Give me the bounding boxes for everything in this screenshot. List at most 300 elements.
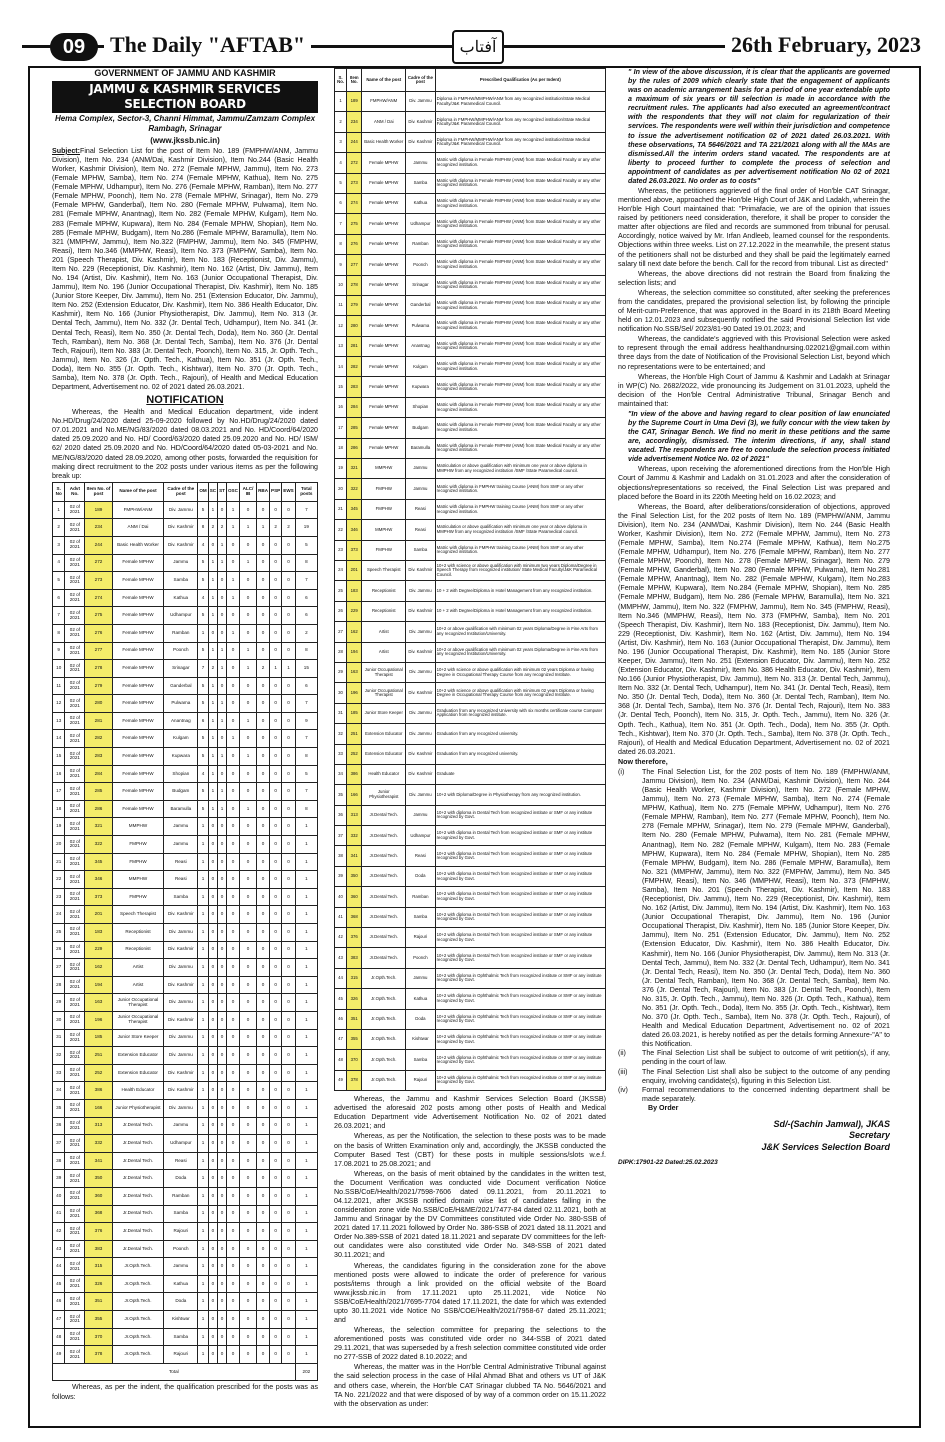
table-cell: 17	[53, 783, 65, 801]
table-cell: 0	[226, 765, 239, 783]
table-cell: 0	[226, 1170, 239, 1188]
table-cell: 244	[347, 132, 362, 152]
table-row	[335, 316, 606, 336]
table-cell: 279	[347, 295, 362, 315]
table-cell: 02 of 2021	[65, 818, 85, 836]
table-cell: 275	[347, 214, 362, 234]
table-cell: Kathua	[406, 193, 435, 213]
table-cell: 251	[347, 724, 362, 744]
table-row	[53, 572, 318, 590]
table-cell: 10+2 with diploma in Dental Tech from recognized institute or SMF or any institute recognized by Govt.	[435, 928, 605, 948]
table-row	[53, 1117, 318, 1135]
table-cell: 360	[347, 887, 362, 907]
table-cell: 0	[218, 959, 227, 977]
table-cell: 02 of 2021	[65, 1135, 85, 1153]
table-row	[53, 1346, 318, 1364]
table-cell: 1	[198, 924, 208, 942]
table-cell: 0	[226, 1346, 239, 1364]
table-row	[335, 1050, 606, 1070]
table-cell: 0	[226, 1223, 239, 1241]
table-row	[335, 1009, 606, 1029]
table-cell: 321	[85, 818, 112, 836]
table-cell: 376	[347, 928, 362, 948]
table-cell: 196	[85, 1011, 112, 1029]
table-cell: 0	[208, 818, 217, 836]
table-cell: 273	[85, 572, 112, 590]
table-cell: 0	[239, 1275, 256, 1293]
table-cell: MMPHW	[112, 818, 164, 836]
table-cell: 8	[295, 554, 317, 572]
table-cell: 0	[226, 1082, 239, 1100]
table-cell: 17	[335, 418, 347, 438]
table-row	[335, 173, 606, 193]
table-cell: 0	[208, 624, 217, 642]
table-cell: 0	[226, 660, 239, 678]
table-cell: Jr.Opth.Tech.	[112, 1328, 164, 1346]
table-cell: 0	[226, 1205, 239, 1223]
column-header: Item No. of post	[85, 482, 112, 501]
table-cell: Female MPHW	[112, 765, 164, 783]
table-cell: 0	[282, 1064, 295, 1082]
table-cell: 39	[53, 1170, 65, 1188]
table-cell: 8	[295, 800, 317, 818]
table-cell: 34	[53, 1082, 65, 1100]
table-cell: 0	[282, 765, 295, 783]
table-cell: 0	[282, 1135, 295, 1153]
table-cell: Female MPHW	[362, 316, 406, 336]
table-cell: 5	[198, 554, 208, 572]
table-row	[335, 622, 606, 642]
table-row	[335, 193, 606, 213]
table-cell: 0	[282, 624, 295, 642]
table-cell: Graduation from any recognized University with six months certificate course Computer Application from recognized institute.	[435, 703, 605, 723]
table-cell: 02 of 2021	[65, 800, 85, 818]
table-cell: 0	[226, 818, 239, 836]
table-cell: Doda	[164, 1293, 198, 1311]
table-cell: 166	[347, 785, 362, 805]
table-row	[53, 642, 318, 660]
table-cell: 32	[53, 1047, 65, 1065]
board-website: (www.jkssb.nic.in)	[150, 135, 220, 145]
table-cell: 0	[270, 765, 282, 783]
table-cell: 5	[198, 572, 208, 590]
newspaper-name: The Daily "AFTAB"	[104, 32, 311, 58]
table-cell: 1	[295, 941, 317, 959]
table-cell: Diploma in FMPHW/MMPHW/ANM from any recognized institution/State Medical Faculty/J&K Paramedical Council.	[435, 92, 605, 112]
table-cell: 0	[270, 836, 282, 854]
table-cell: 0	[226, 1275, 239, 1293]
table-cell: 1	[257, 519, 270, 537]
table-cell: 02 of 2021	[65, 536, 85, 554]
table-cell: Female MPHW	[362, 234, 406, 254]
table-cell: 0	[257, 536, 270, 554]
table-cell: 0	[270, 1328, 282, 1346]
table-cell: 0	[257, 589, 270, 607]
table-cell: 6	[295, 607, 317, 625]
table-cell: 1	[208, 783, 217, 801]
table-cell: Samba	[406, 540, 435, 560]
table-cell: 0	[257, 572, 270, 590]
table-cell: 0	[282, 536, 295, 554]
table-cell: Div. Jammu	[406, 724, 435, 744]
table-cell: 0	[270, 642, 282, 660]
table-cell: 332	[347, 826, 362, 846]
high-court-quote: "In view of the above and having regard to clear position of law enunciated by the Supreme Court in Uma Devi (3), we fully concur with the view taken by the CAT, Srinagar Bench. We find no merit in these petitions and the same are, accordingly, dismissed. The interim directions, if any, shall stand vacated. The respondents are free to conclude the selection process initiated vide advertisement Notice No. 02 of 2021"	[628, 409, 890, 464]
table-cell: 43	[335, 948, 347, 968]
table-cell: 37	[335, 826, 347, 846]
table-row	[53, 1064, 318, 1082]
table-cell: 0	[257, 1152, 270, 1170]
table-cell: 0	[282, 677, 295, 695]
table-cell: 40	[53, 1187, 65, 1205]
table-cell: 0	[226, 836, 239, 854]
table-cell: 355	[85, 1311, 112, 1329]
table-cell: 0	[218, 1099, 227, 1117]
table-cell: 5	[198, 748, 208, 766]
table-cell: 1	[208, 642, 217, 660]
table-row	[335, 153, 606, 173]
cat-order-quote: " In view of the above discussion, it is clear that the applicants are governed by the rules of 2009 which clearly state that the engagement of applicants was on academic arrangement basis for a period of one year extendable upto a maximum of six years or till selection is made in accordance with the recruitment rules. The applicants had also executed an agreement/contract with the respondents that they will not claim for regularization of their services. The respondents were well within their jurisdiction and competence to issue the advertisement notification 02 of 2021 dated 26.03.2021. With these observations, TA 5646/2021 and TA 221/2021 along with all the MAs are dismissed.All the interim orders stand vacated. The respondents are at liberty to proceed further to complete the process of selection and appointment of candidates as per advertisement notification No 02 of 2021 dated 26.03.2021. No order as to costs"	[628, 68, 890, 185]
table-cell: 0	[257, 642, 270, 660]
table-cell: Jammu	[164, 1258, 198, 1276]
table-cell: 0	[226, 1135, 239, 1153]
table-cell: 0	[239, 888, 256, 906]
table-cell: 0	[239, 1205, 256, 1223]
table-cell: 10+2 with diploma in Dental Tech from recognized institute or SMF or any institute recognized by Govt.	[435, 907, 605, 927]
table-cell: 02 of 2021	[65, 836, 85, 854]
table-cell: 0	[239, 941, 256, 959]
table-cell: 1	[295, 976, 317, 994]
table-cell: 0	[257, 994, 270, 1012]
table-cell: 0	[257, 1082, 270, 1100]
table-cell: Rajouri	[164, 1346, 198, 1364]
table-cell: Jr.Dental Tech.	[362, 846, 406, 866]
table-cell: Samba	[164, 572, 198, 590]
table-cell: 1	[295, 1064, 317, 1082]
table-cell: Jr.Dental Tech.	[112, 1205, 164, 1223]
whereas-paragraph: Whereas, on the basis of merit obtained by the candidates in the written test, the Document Verification was conducted vide Document verification Notice No.SSB/CoE/Health/2021/7598-7606 dated 09.11.2021, from 20.11.2021 to 04.12.2021, after JKSSB notified domain wise list of candidates falling in the consideration zone vide No.SSB/CoE/H&ME/2021/7477-84 dated 02.11.2021, both at Jammu and Srinagar by the DV Committees constituted vide Order No. 380-SSB of 2021 dated 17.11.2021 followed by Order No. 386-SSB of 2021 dated 18.11.2021 and Order No.389-SSB of 2021 dated 18.11.2021 and separate DV committees for the left-out candidates were also constituted vide Order No. 348-SSB of 2021 dated 30.11.2021; and	[334, 1169, 606, 1260]
table-row	[53, 712, 318, 730]
signature-block	[618, 1119, 890, 1154]
table-cell: 10+2 with diploma in Ophthalmic Tech from recognized institute or SMF or any institute recognized by Govt.	[435, 1070, 605, 1090]
table-cell: 0	[239, 1117, 256, 1135]
table-cell: 12	[335, 316, 347, 336]
table-cell: 0	[218, 1346, 227, 1364]
table-cell: 278	[347, 275, 362, 295]
table-cell: Female MPHW	[362, 255, 406, 275]
table-row	[53, 1205, 318, 1223]
table-cell: 0	[282, 1205, 295, 1223]
table-cell: 1	[295, 1135, 317, 1153]
table-cell: 02 of 2021	[65, 906, 85, 924]
table-cell: 326	[347, 989, 362, 1009]
table-cell: 285	[347, 418, 362, 438]
table-cell: 1	[208, 765, 217, 783]
table-cell: Artist	[112, 959, 164, 977]
table-cell: 0	[257, 924, 270, 942]
table-cell: 346	[347, 520, 362, 540]
subject-label: Subject:	[52, 146, 80, 155]
whereas-paragraph: Whereas, the matter was in the Hon'ble Central Administrative Tribunal against the said selection process in the case of Hilal Ahmad Bhat and others vs UT of J&K and others case, wherein, the Hon'ble CAT Srinagar clubbed TA No. 5646/2021 and TA No. 221/2022 and that were disposed of by way of a common order on 15.11.2022 with the observation as under:	[334, 1363, 606, 1408]
table-cell: 368	[347, 907, 362, 927]
table-row	[335, 275, 606, 295]
table-cell: 183	[85, 924, 112, 942]
table-cell: 0	[257, 607, 270, 625]
table-cell: 02 of 2021	[65, 677, 85, 695]
table-cell: Junior Physiotherapist	[362, 785, 406, 805]
table-cell: 35	[53, 1099, 65, 1117]
table-cell: 5	[198, 783, 208, 801]
table-row	[335, 92, 606, 112]
table-cell: 02 of 2021	[65, 1082, 85, 1100]
table-cell: 0	[257, 677, 270, 695]
table-cell: Junior Occupational Therapist	[112, 1011, 164, 1029]
table-cell: 1	[295, 1346, 317, 1364]
table-cell: 0	[218, 677, 227, 695]
table-cell: 44	[335, 968, 347, 988]
table-cell: 1	[239, 660, 256, 678]
table-cell: 33	[335, 744, 347, 764]
table-cell: Div. Kashmir	[406, 132, 435, 152]
table-cell: 1	[208, 677, 217, 695]
table-cell: 0	[282, 1293, 295, 1311]
table-cell: Div. Kashmir	[406, 112, 435, 132]
table-cell: Female MPHW	[112, 730, 164, 748]
column-header: ALC/ IB	[239, 482, 256, 501]
table-cell: 0	[226, 924, 239, 942]
column-header: Prescribed Qualification (As per Indent)	[435, 69, 605, 92]
table-cell: 0	[208, 976, 217, 994]
table-cell: 1	[295, 1187, 317, 1205]
table-cell: 355	[347, 1029, 362, 1049]
table-cell: 0	[239, 976, 256, 994]
table-row	[53, 1135, 318, 1153]
table-cell: Pulwama	[164, 695, 198, 713]
whereas-paragraph: Whereas, the selection committee so constituted, after seeking the preferences from the candidates, prepared the provisional selection list, by following the principle of Merit-cum-Preference, that was approved in the Board in its 218th Board Meeting held on 12.01.2023 and subsequently notified the said Provisional Selection list vide notification No.SSB/Sel/ 2023/81-90 Dated 19.01.2023; and	[618, 288, 890, 334]
table-cell: 315	[85, 1258, 112, 1276]
table-row	[53, 748, 318, 766]
table-cell: 0	[282, 836, 295, 854]
table-cell: 02 of 2021	[65, 1011, 85, 1029]
table-cell: 0	[270, 888, 282, 906]
table-cell: 5	[198, 677, 208, 695]
table-cell: 282	[85, 730, 112, 748]
table-cell: 31	[335, 703, 347, 723]
table-cell: 0	[208, 871, 217, 889]
table-cell: 1	[208, 800, 217, 818]
whereas-paragraph: Whereas, the petitioners aggrieved of the final order of Hon'ble CAT Srinagar, mentioned above, approached the Hon'ble High Court of J&K and Ladakh, wherein the Hon'ble High Court maintained that: "Primafacie, we are of the opinion that issues raised by petitioners need consideration, therefore, it shall be proper to consider the matter after objections are filed and records are summoned from tribunal for perusal. Accordingly, notice waived by Mr. Irfan Andleeb, learned counsel for the respondents. Objections within three weeks. List on 27.12.2022 in the meanwhile, the present status of the petitioners shall not be disturbed and they shall be paid the legitimately earned salary till next date before the bench. Call for the record from tribunal. List as directed"	[618, 187, 890, 268]
table-cell: 278	[85, 660, 112, 678]
now-therefore: Now therefore,	[618, 757, 668, 766]
table-cell: 35	[335, 785, 347, 805]
table-cell: 1	[198, 1205, 208, 1223]
table-cell: 1	[295, 1223, 317, 1241]
table-cell: ANM / Dai	[112, 519, 164, 537]
table-cell: 0	[257, 501, 270, 519]
table-cell: 21	[335, 499, 347, 519]
table-cell: 0	[218, 1205, 227, 1223]
table-cell: 281	[347, 336, 362, 356]
table-cell: 02 of 2021	[65, 624, 85, 642]
table-cell: 2	[282, 519, 295, 537]
table-cell: 0	[239, 695, 256, 713]
whereas-paragraphs-right	[618, 187, 890, 409]
table-cell: 02 of 2021	[65, 748, 85, 766]
column-header: Total posts	[295, 482, 317, 501]
table-cell: 23	[53, 888, 65, 906]
table-cell: 189	[85, 501, 112, 519]
table-cell: 0	[270, 1029, 282, 1047]
table-row	[335, 438, 606, 458]
table-cell: Poonch	[406, 948, 435, 968]
table-cell: 277	[347, 255, 362, 275]
table-cell: 02 of 2021	[65, 1205, 85, 1223]
table-cell: Matriculation or above qualification with minimum one year or above diploma in MMPHW from any recognized institution /SMF /State Paramedical council.	[435, 459, 605, 479]
table-cell: Budgam	[164, 783, 198, 801]
table-cell: 39	[335, 866, 347, 886]
table-cell: 0	[239, 1047, 256, 1065]
whereas-paragraph: Whereas, upon receiving the aforementioned directions from the Hon'ble High Court of Jammu & Kashmir and Ladakh on 31.01.2023 and after the consideration of objections/representations so received, the Final Selection List was prepared and placed before the Board in its 220th Meeting held on 16.02.2023; and	[618, 465, 890, 501]
table-cell: 02 of 2021	[65, 976, 85, 994]
table-cell: Srinagar	[164, 660, 198, 678]
table-cell: Ramban	[406, 887, 435, 907]
table-cell: 0	[257, 976, 270, 994]
table-cell: 1	[295, 1258, 317, 1276]
table-cell: 1	[198, 624, 208, 642]
table-cell: 0	[239, 1328, 256, 1346]
table-cell: 4	[53, 554, 65, 572]
table-cell: 0	[282, 695, 295, 713]
table-cell: Jammu	[406, 153, 435, 173]
table-cell: 0	[208, 959, 217, 977]
table-cell: 321	[347, 459, 362, 479]
table-cell: 0	[218, 1275, 227, 1293]
table-cell: 1	[226, 519, 239, 537]
table-cell: 4	[198, 589, 208, 607]
table-cell: 1	[295, 994, 317, 1012]
table-cell: Jr.Dental Tech.	[112, 1152, 164, 1170]
table-cell: 0	[282, 959, 295, 977]
table-cell: Div. Kashmir	[406, 683, 435, 703]
table-cell: Div. Jammu	[406, 92, 435, 112]
table-cell: 42	[53, 1223, 65, 1241]
table-cell: 02 of 2021	[65, 660, 85, 678]
table-cell: 0	[239, 677, 256, 695]
table-cell: 1	[198, 1240, 208, 1258]
table-cell: 0	[218, 589, 227, 607]
table-cell: 373	[347, 540, 362, 560]
table-cell: 0	[226, 1047, 239, 1065]
table-cell: 10+2 with Diploma/Degree in Physiotherapy from any recognized institution.	[435, 785, 605, 805]
table-cell: 02 of 2021	[65, 1346, 85, 1364]
table-cell: 0	[218, 1293, 227, 1311]
table-cell: 0	[208, 1011, 217, 1029]
whereas-paragraph: Whereas, as per the Notification, the selection to these posts was to be made on the basis of Written Examination only and, accordingly, the JKSSB conducted the Computer Based Test (CBT) for these posts in multiple sessions/slots w.e.f. 17.08.2021 to 25.08.2021; and	[334, 1132, 606, 1168]
table-cell: 47	[53, 1311, 65, 1329]
table-cell: 0	[282, 976, 295, 994]
table-cell: 0	[282, 1047, 295, 1065]
table-cell: 0	[226, 888, 239, 906]
table-cell: Extension Educator	[112, 1064, 164, 1082]
table-cell: 2	[257, 660, 270, 678]
table-cell: 0	[226, 536, 239, 554]
table-cell: Female MPHW	[362, 214, 406, 234]
table-row	[53, 1187, 318, 1205]
table-cell: Poonch	[164, 1240, 198, 1258]
table-cell: 02 of 2021	[65, 519, 85, 537]
table-cell: 2	[208, 519, 217, 537]
table-cell: 0	[226, 607, 239, 625]
table-cell: 0	[270, 871, 282, 889]
table-cell: 12	[53, 695, 65, 713]
table-cell: 1	[295, 1117, 317, 1135]
table-cell: 1	[295, 1082, 317, 1100]
dipk-reference: DIPK:17901-22 Dated:25.02.2023	[618, 1159, 718, 1167]
table-cell: 0	[257, 748, 270, 766]
table-cell: 1	[198, 976, 208, 994]
table-cell: Jammu	[406, 479, 435, 499]
table-row	[53, 677, 318, 695]
table-cell: Ganderbal	[164, 677, 198, 695]
table-cell: Female MPHW	[362, 357, 406, 377]
table-cell: Reasi	[164, 1152, 198, 1170]
table-cell: 0	[208, 1117, 217, 1135]
table-cell: 0	[208, 994, 217, 1012]
table-row	[335, 581, 606, 601]
table-cell: 1	[295, 853, 317, 871]
table-cell: 0	[257, 1029, 270, 1047]
table-cell: 47	[335, 1029, 347, 1049]
table-cell: 02 of 2021	[65, 501, 85, 519]
table-cell: Jr.Opth.Tech.	[362, 989, 406, 1009]
table-cell: Extension Educator	[362, 724, 406, 744]
table-cell: 0	[239, 871, 256, 889]
table-cell: 2	[295, 624, 317, 642]
table-cell: 1	[239, 554, 256, 572]
table-cell: Kulgam	[164, 730, 198, 748]
table-cell: 0	[239, 501, 256, 519]
table-cell: 19	[53, 818, 65, 836]
table-cell: 0	[270, 994, 282, 1012]
table-cell: 0	[270, 554, 282, 572]
table-row	[335, 703, 606, 723]
table-cell: 1	[295, 1240, 317, 1258]
table-cell: Female MPHW	[112, 695, 164, 713]
govt-heading: GOVERNMENT OF JAMMU AND KASHMIR	[94, 68, 276, 78]
table-cell: 0	[239, 853, 256, 871]
table-cell: 0	[257, 712, 270, 730]
table-cell: 378	[347, 1070, 362, 1090]
signatory-name: Sd/-(Sachin Jamwal), JKAS	[773, 1118, 890, 1129]
table-cell: 0	[282, 1258, 295, 1276]
table-cell: 02 of 2021	[65, 941, 85, 959]
table-cell: 26	[335, 601, 347, 621]
table-cell: 16	[335, 397, 347, 417]
table-cell: 0	[239, 1258, 256, 1276]
table-cell: 1	[198, 1047, 208, 1065]
table-cell: 10+2 with diploma in Dental Tech from recognized institute or SMF or any institute recognized by Govt.	[435, 826, 605, 846]
table-cell: Female MPHW	[112, 748, 164, 766]
table-cell: 1	[295, 871, 317, 889]
by-order: By Order	[648, 1103, 679, 1112]
table-cell: 0	[208, 924, 217, 942]
table-cell: 0	[239, 1223, 256, 1241]
table-row	[335, 683, 606, 703]
table-cell: 189	[347, 92, 362, 112]
table-cell: 0	[208, 1170, 217, 1188]
table-cell: 0	[257, 1047, 270, 1065]
table-cell: 0	[208, 1293, 217, 1311]
